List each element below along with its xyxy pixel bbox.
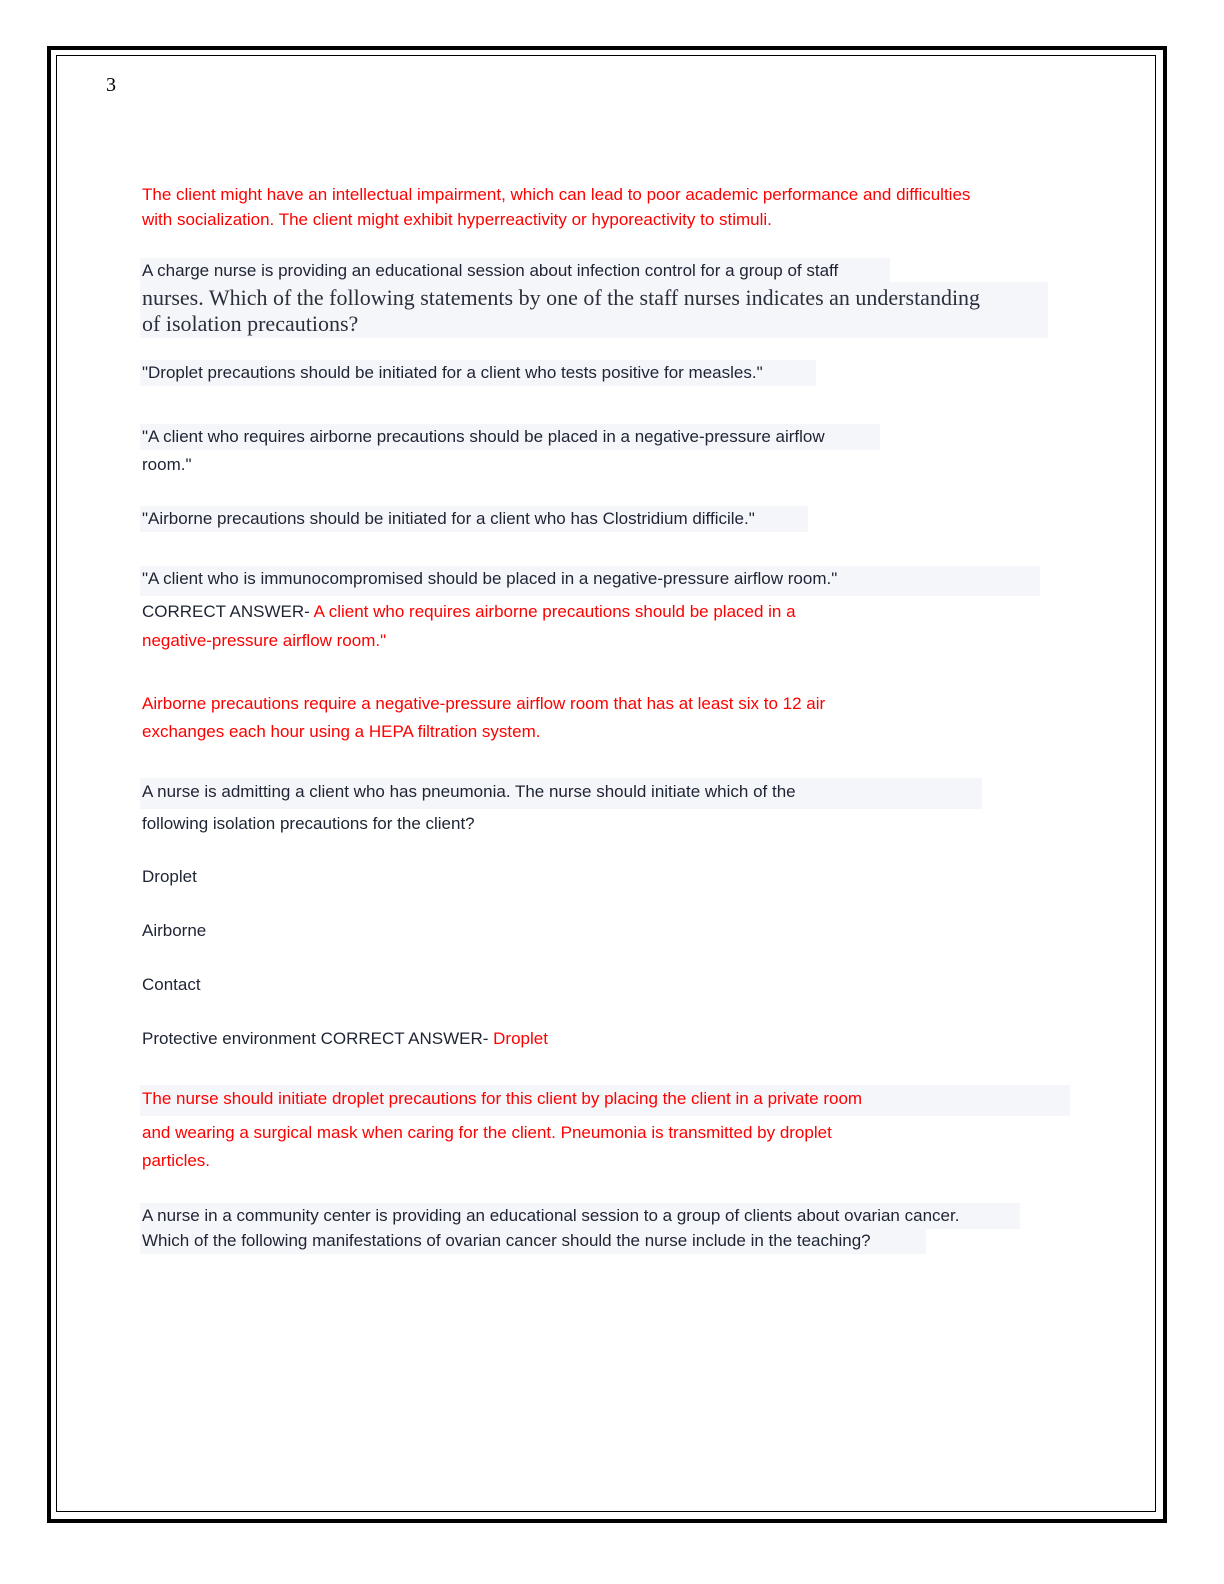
q1-option1: "Droplet precautions should be initiated for a client who tests positive for measles." [142, 363, 763, 382]
q2-option2: Airborne [142, 921, 207, 940]
q2-rationale-line2: and wearing a surgical mask when caring for the client. Pneumonia is transmitted by droplet [142, 1123, 832, 1142]
q1-answer-label: CORRECT ANSWER- [142, 602, 314, 621]
q2-option1: Droplet [142, 867, 197, 886]
q2-rationale-line1: The nurse should initiate droplet precautions for this client by placing the client in a private room [142, 1089, 863, 1108]
q2-option4: Protective environment [142, 1029, 321, 1048]
q1-option3: "Airborne precautions should be initiated for a client who has Clostridium difficile." [142, 509, 755, 528]
q1-stem-line2: nurses. Which of the following statements by one of the staff nurses indicates an understanding [142, 285, 981, 310]
q1-answer-text: A client who requires airborne precautions should be placed in a [313, 602, 796, 621]
q2-stem-line2: following isolation precautions for the client? [142, 814, 475, 833]
q2-option4-line [142, 1026, 548, 1051]
q2-rationale-line3: particles. [142, 1151, 211, 1170]
q2-answer-text: Droplet [493, 1029, 548, 1048]
q1-stem-line1: A charge nurse is providing an educational session about infection control for a group of staff [142, 261, 839, 280]
q1-stem-line3: of isolation precautions? [142, 311, 359, 336]
q1-answer-line1 [142, 599, 796, 624]
q1-rationale-line1: Airborne precautions require a negative-pressure airflow room that has at least six to 12 air [142, 694, 826, 713]
q2-stem-line1: A nurse is admitting a client who has pneumonia. The nurse should initiate which of the [142, 782, 796, 801]
q2-answer-label: CORRECT ANSWER- [320, 1029, 494, 1048]
q1-option2-line2: room." [142, 455, 192, 474]
q1-rationale-line2: exchanges each hour using a HEPA filtration system. [142, 722, 541, 741]
prev-rationale-line2: with socialization. The client might exhibit hyperreactivity or hyporeactivity to stimuli. [142, 210, 772, 229]
q2-option3: Contact [142, 975, 201, 994]
prev-rationale-line1: The client might have an intellectual impairment, which can lead to poor academic performance and difficulties [142, 185, 971, 204]
q3-stem-line2: Which of the following manifestations of ovarian cancer should the nurse include in the teaching? [142, 1231, 871, 1250]
q1-answer-line2: negative-pressure airflow room." [142, 631, 387, 650]
page-number: 3 [106, 74, 116, 96]
q3-stem-line1: A nurse in a community center is providing an educational session to a group of clients about ovarian cancer. [142, 1206, 960, 1225]
q1-option2-line1: "A client who requires airborne precautions should be placed in a negative-pressure airflow [142, 427, 825, 446]
q1-option4: "A client who is immunocompromised should be placed in a negative-pressure airflow room." [142, 569, 838, 588]
